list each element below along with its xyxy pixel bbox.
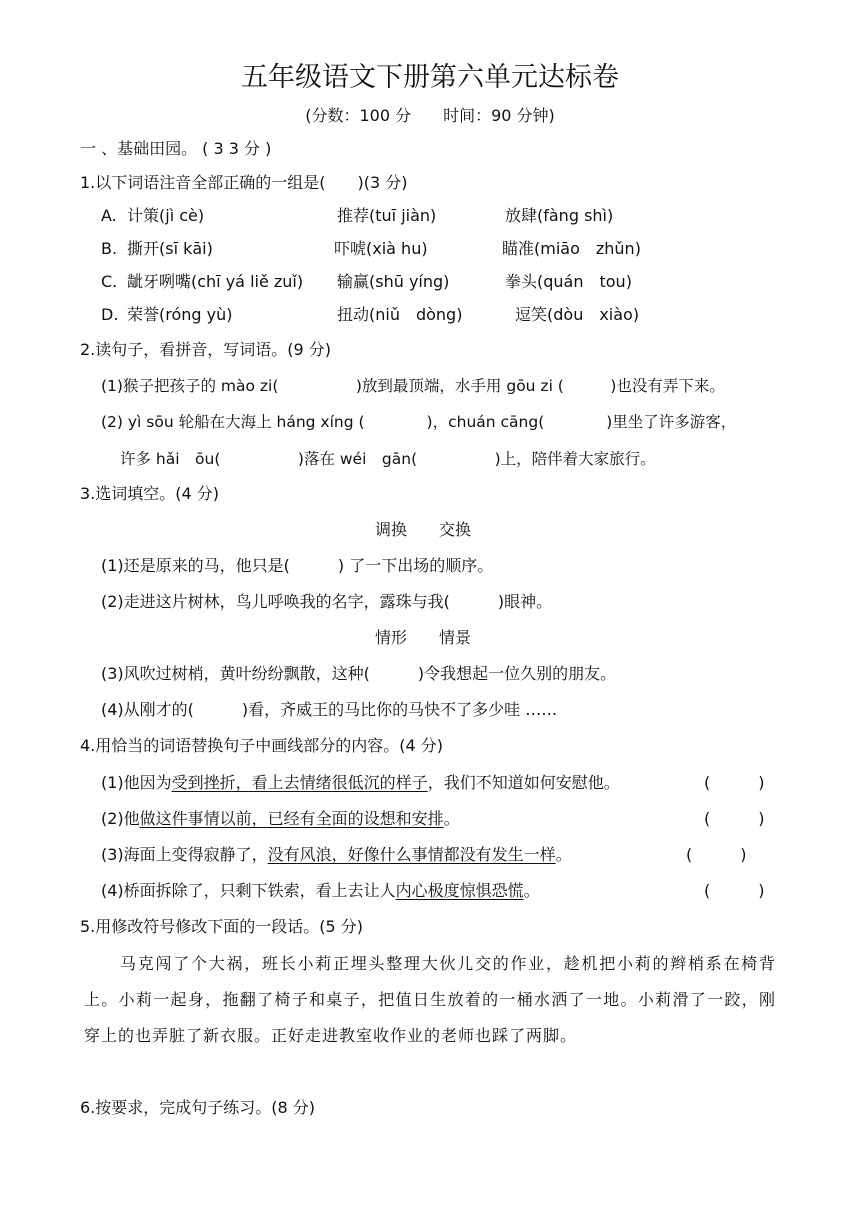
q1-option-c-word2: 输赢(shū yíng) (337, 272, 450, 291)
q4-s2-text: (2)他 (101, 809, 140, 828)
score-time-info: (分数：100 分 时间：90 分钟) (305, 106, 555, 125)
q4-s4-answer-blank[interactable]: ( ) (704, 881, 765, 900)
q4-s1-text-end: ，我们不知道如何安慰他。 (427, 773, 620, 792)
q1-option-d-word3: 逗笑(dòu xiào) (515, 305, 640, 324)
q2-sentence-2-cont: 许多 hǎi ōu( )落在 wéi gān( )上，陪伴着大家旅行。 (120, 450, 656, 468)
q4-s2-text-end: 。 (443, 809, 460, 828)
q3-sentence-1: (1)还是原来的马，他只是( ) 了一下出场的顺序。 (101, 556, 494, 575)
q2-stem: 2.读句子，看拼音，写词语。(9 分) (80, 340, 332, 359)
q4-s2-answer-blank[interactable]: ( ) (704, 809, 765, 828)
q1-option-a-word1: 计策(jì cè) (127, 206, 205, 225)
q1-option-a-word2: 推荐(tuī jiàn) (337, 206, 437, 225)
q5-stem: 5.用修改符号修改下面的一段话。(5 分) (80, 917, 364, 936)
q1-option-d-label: D. (101, 305, 119, 324)
page-title: 五年级语文下册第六单元达标卷 (241, 62, 619, 93)
q1-option-a-word3: 放肆(fàng shì) (505, 206, 614, 225)
q1-option-c-word1: 龇牙咧嘴(chī yá liě zuǐ) (127, 272, 304, 291)
q4-s1-underlined: 受到挫折，看上去情绪很低沉的样子 (171, 773, 428, 792)
q3-word-pair-1: 调换 交换 (375, 520, 472, 539)
q4-s3-answer-blank[interactable]: ( ) (686, 845, 747, 864)
q4-stem: 4.用恰当的词语替换句子中画线部分的内容。(4 分) (80, 736, 444, 755)
q3-sentence-4: (4)从刚才的( )看，齐威王的马比你的马快不了多少哇 …… (101, 700, 558, 719)
q4-s4-underlined: 内心极度惊惧恐慌 (395, 881, 524, 900)
q2-sentence-1: (1)猴子把孩子的 mào zi( )放到最顶端，水手用 gōu zi ( )也没有弄下来。 (101, 377, 725, 395)
q4-sentence-1 (101, 772, 620, 794)
q3-sentence-3: (3)风吹过树梢，黄叶纷纷飘散，这种( )令我想起一位久别的朋友。 (101, 664, 617, 683)
q4-s3-text: (3)海面上变得寂静了， (101, 845, 268, 864)
q4-s3-text-end: 。 (555, 845, 572, 864)
q4-sentence-3 (101, 844, 572, 866)
q4-s4-text-end: 。 (523, 881, 540, 900)
q3-stem: 3.选词填空。(4 分) (80, 484, 220, 503)
q1-option-d-word1: 荣誉(róng yù) (127, 305, 233, 324)
q4-sentence-2 (101, 808, 460, 830)
q3-word-pair-2: 情形 情景 (375, 628, 472, 647)
q1-option-b-word1: 撕开(sī kāi) (127, 239, 213, 258)
q1-option-d-word2: 扭动(niǔ dòng) (337, 305, 463, 324)
q2-sentence-2: (2) yì sōu 轮船在大海上 háng xíng ( )，chuán cāng( )里坐了许多游客， (101, 413, 737, 431)
q1-option-a-label: A. (101, 206, 117, 225)
q4-s1-text: (1)他因为 (101, 773, 172, 792)
q6-stem: 6.按要求，完成句子练习。(8 分) (80, 1098, 316, 1117)
q1-option-b-word2: 吓唬(xià hu) (334, 239, 428, 258)
q4-s4-text: (4)桥面拆除了，只剩下铁索，看上去让人 (101, 881, 396, 900)
q1-stem: 1.以下词语注音全部正确的一组是( )(3 分) (80, 173, 408, 192)
q4-s1-answer-blank[interactable]: ( ) (704, 773, 765, 792)
section-heading: 一 、基础田园。 ( 3 3 分 ) (80, 139, 272, 158)
q1-option-b-word3: 瞄准(miāo zhǔn) (502, 239, 641, 258)
q1-option-c-label: C. (101, 272, 118, 291)
q3-sentence-2: (2)走进这片树林，鸟儿呼唤我的名字，露珠与我( )眼神。 (101, 592, 553, 611)
q5-paragraph: 马克闯了个大祸，班长小莉正埋头整理大伙儿交的作业，趁机把小莉的辫梢系在椅背上。小莉一起身，拖翻了椅子和桌子，把值日生放着的一桶水洒了一地。小莉滑了一跤，刚穿上的也弄脏了新衣服。正好走进教室收作业的老师也踩了两脚。 (84, 954, 776, 1045)
q1-option-c-word3: 拳头(quán tou) (505, 272, 632, 291)
q4-s3-underlined: 没有风浪，好像什么事情都没有发生一样 (267, 845, 556, 864)
q4-s2-underlined: 做这件事情以前，已经有全面的设想和安排 (139, 809, 444, 828)
q1-option-b-label: B. (101, 239, 118, 258)
q4-sentence-4 (101, 880, 540, 902)
